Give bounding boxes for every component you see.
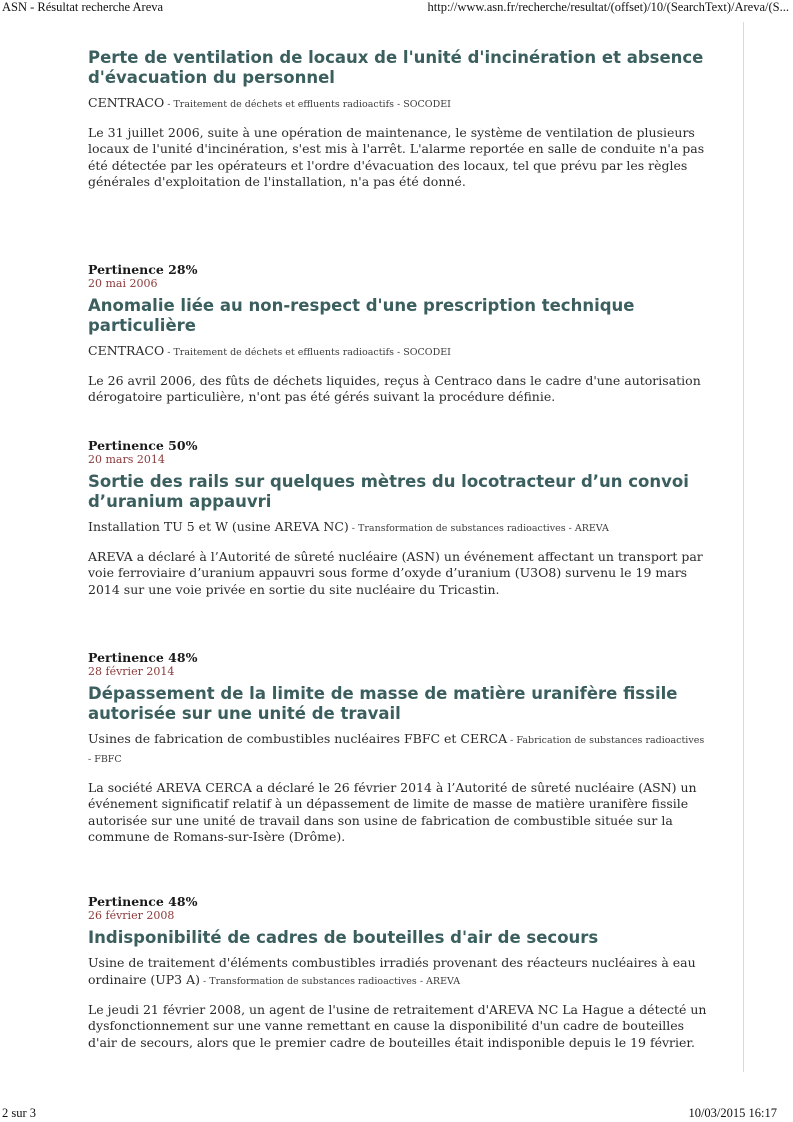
search-result bbox=[88, 262, 708, 406]
print-header bbox=[0, 0, 793, 16]
category-separator: - bbox=[164, 347, 174, 358]
search-result bbox=[88, 48, 708, 191]
print-page-number: 2 sur 3 bbox=[2, 1106, 37, 1120]
pertinence-score: Pertinence 28% bbox=[88, 262, 198, 277]
print-page-url: http://www.asn.fr/recherche/resultat/(offset)/10/(SearchText)/Areva/(S... bbox=[427, 0, 789, 14]
print-page-title: ASN - Résultat recherche Areva bbox=[2, 0, 164, 14]
result-activity: Traitement de déchets et effluents radioactifs - SOCODEI bbox=[173, 99, 451, 110]
result-title-link[interactable]: Sortie des rails sur quelques mètres du locotracteur d’un convoi d’uranium appauvri bbox=[88, 472, 689, 511]
pertinence-score: Pertinence 48% bbox=[88, 894, 198, 909]
result-activity: Transformation de substances radioactives - AREVA bbox=[358, 523, 609, 534]
result-summary: Le jeudi 21 février 2008, un agent de l'usine de retraitement d'AREVA NC La Hague a détecté un dysfonctionnement sur une vanne remettant en cause la disponibilité d'un cadre de bouteilles d'air de secours, alors que le premier cadre de bouteilles était indisponible depuis le 19 février. bbox=[88, 1002, 707, 1050]
print-footer bbox=[0, 1106, 793, 1122]
result-site-link[interactable]: Installation TU 5 et W (usine AREVA NC) bbox=[88, 519, 349, 534]
result-site-link[interactable]: CENTRACO bbox=[88, 95, 165, 110]
result-date: 26 février 2008 bbox=[88, 909, 175, 922]
result-category bbox=[88, 342, 708, 361]
result-category bbox=[88, 518, 708, 537]
result-category bbox=[88, 94, 708, 113]
result-title-link[interactable]: Indisponibilité de cadres de bouteilles d'air de secours bbox=[88, 928, 599, 947]
result-title-link[interactable]: Dépassement de la limite de masse de matière uranifère fissile autorisée sur une unité de travail bbox=[88, 684, 678, 723]
print-datetime: 10/03/2015 16:17 bbox=[688, 1106, 777, 1120]
result-activity: Fabrication de substances radioactives - FBFC bbox=[88, 735, 705, 765]
result-activity: Transformation de substances radioactives - AREVA bbox=[209, 976, 461, 987]
result-site-link[interactable]: Usines de fabrication de combustibles nucléaires FBFC et CERCA bbox=[88, 731, 508, 746]
result-category bbox=[88, 954, 708, 990]
category-separator: - bbox=[200, 976, 210, 987]
result-site-link[interactable]: CENTRACO bbox=[88, 343, 165, 358]
category-separator: - bbox=[507, 735, 517, 746]
result-category bbox=[88, 730, 708, 768]
result-site-link[interactable]: Usine de traitement d'éléments combustibles irradiés provenant des réacteurs nucléaires à eau ordinaire (UP3 A) bbox=[88, 955, 696, 987]
result-summary: La société AREVA CERCA a déclaré le 26 février 2014 à l’Autorité de sûreté nucléaire (ASN) un événement significatif relatif à un dépassement de limite de masse de matière uranifère fissile autorisée sur une unité de travail dans son usine de fabrication de combustible située sur la commune de Romans-sur-Isère (Drôme). bbox=[88, 780, 697, 845]
result-title-link[interactable]: Perte de ventilation de locaux de l'unité d'incinération et absence d'évacuation du personnel bbox=[88, 48, 704, 87]
pertinence-score: Pertinence 48% bbox=[88, 650, 198, 665]
result-title-link[interactable]: Anomalie liée au non-respect d'une prescription technique particulière bbox=[88, 296, 635, 335]
category-separator: - bbox=[164, 99, 174, 110]
result-summary: Le 31 juillet 2006, suite à une opération de maintenance, le système de ventilation de plusieurs locaux de l'unité d'incinération, s'est mis à l'arrêt. L'alarme reportée en salle de conduite n'a pas été détectée par les opérateurs et l'ordre d'évacuation des locaux, tel que prévu par les règles générales d'exploitation de l'installation, n'a pas été donné. bbox=[88, 125, 705, 190]
result-date: 28 février 2014 bbox=[88, 665, 175, 678]
result-date: 20 mai 2006 bbox=[88, 277, 158, 290]
result-summary: Le 26 avril 2006, des fûts de déchets liquides, reçus à Centraco dans le cadre d'une autorisation dérogatoire particulière, n'ont pas été gérés suivant la procédure définie. bbox=[88, 373, 701, 405]
search-result bbox=[88, 650, 708, 846]
content-frame bbox=[66, 22, 744, 1072]
result-date: 20 mars 2014 bbox=[88, 453, 165, 466]
category-separator: - bbox=[348, 523, 359, 534]
result-activity: Traitement de déchets et effluents radioactifs - SOCODEI bbox=[173, 347, 451, 358]
result-summary: AREVA a déclaré à l’Autorité de sûreté nucléaire (ASN) un événement affectant un transport par voie ferroviaire d’uranium appauvri sous forme d’oxyde d’uranium (U3O8) survenu le 19 mars 2014 sur une voie privée en sortie du site nucléaire du Tricastin. bbox=[88, 549, 703, 597]
search-result bbox=[88, 438, 708, 598]
pertinence-score: Pertinence 50% bbox=[88, 438, 198, 453]
search-result bbox=[88, 894, 708, 1051]
